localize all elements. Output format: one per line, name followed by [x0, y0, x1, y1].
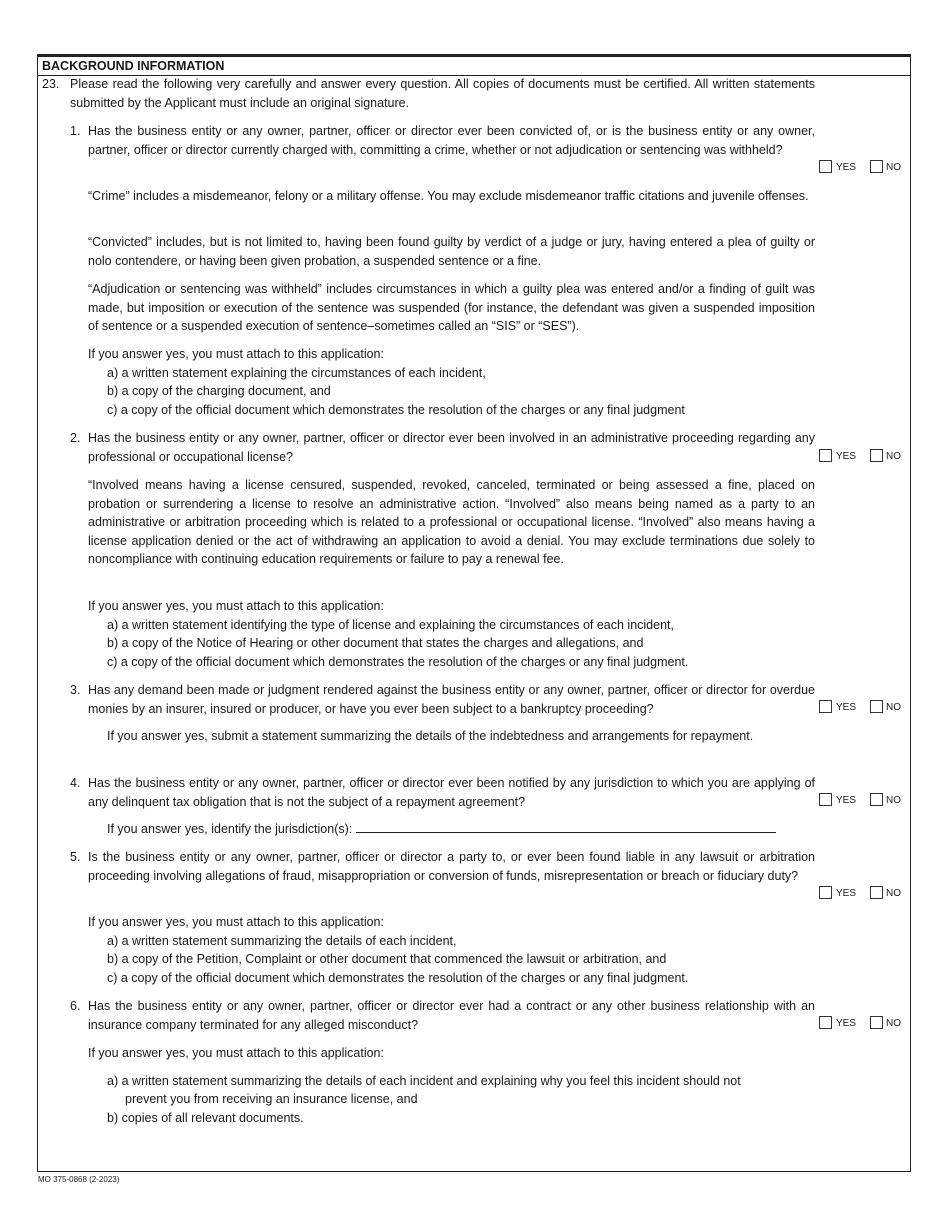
q4-jurisdiction-field[interactable] [356, 820, 776, 833]
q2-yes-checkbox[interactable] [819, 449, 832, 462]
q5-yes-label: YES [836, 888, 857, 899]
section-title: BACKGROUND INFORMATION [38, 57, 910, 76]
q5-text: Is the business entity or any owner, partner, officer or director a party to, or ever been found liable in any lawsuit or arbitration proceeding involving allegations of fraud, misappropriation or conversion of funds, misrepresentation or breach or fiduciary duty? [88, 850, 815, 883]
q1-attach-intro: If you answer yes, you must attach to this application: [88, 347, 384, 361]
q6-number: 6. [70, 999, 81, 1013]
q2-involved-definition: “Involved means having a license censured, suspended, revoked, canceled, terminated or being assessed a fine, placed on probation or surrendering a license to resolve an administrative action. “Involved” also means being named as a party to an administrative or arbitration proceeding which is related to a professional or occupational license. “Involved” also means having a license application denied or the act of withdrawing an application to avoid a denial. You may exclude terminations due solely to noncompliance with continuing education requirements or failure to pay a renewal fee. [88, 478, 815, 567]
q6-item-a-line2: prevent you from receiving an insurance license, and [125, 1092, 418, 1106]
q1-answer [819, 160, 950, 174]
q4-text: Has the business entity or any owner, partner, officer or director ever been notified by any jurisdiction to which you are applying of any delinquent tax obligation that is not the subject of a repayment agreement? [88, 776, 815, 809]
q2-answer [819, 449, 950, 463]
q5-item-a: a) a written statement summarizing the details of each incident, [107, 934, 457, 948]
q6-attach-intro: If you answer yes, you must attach to this application: [88, 1046, 384, 1060]
q1-convicted-definition: “Convicted” includes, but is not limited to, having been found guilty by verdict of a judge or jury, having entered a plea of guilty or nolo contendere, or having been given probation, a suspended sentence or a fine. [88, 235, 815, 268]
q5-item-c: c) a copy of the official document which demonstrates the resolution of the charges or any final judgment. [107, 971, 689, 985]
q4-note: If you answer yes, identify the jurisdiction(s): [107, 822, 353, 836]
q2-item-a: a) a written statement identifying the type of license and explaining the circumstances of each incident, [107, 618, 674, 632]
q4-jurisdiction-row [107, 820, 776, 839]
q2-text: Has the business entity or any owner, partner, officer or director ever been involved in an administrative proceeding regarding any professional or occupational license? [88, 431, 815, 464]
q3-note: If you answer yes, submit a statement summarizing the details of the indebtedness and arrangements for repayment. [107, 729, 754, 743]
q2-item-c: c) a copy of the official document which demonstrates the resolution of the charges or any final judgment. [107, 655, 689, 669]
q1-crime-definition: “Crime” includes a misdemeanor, felony or a military offense. You may exclude misdemeanor traffic citations and juvenile offenses. [88, 189, 809, 203]
q2-attach-intro: If you answer yes, you must attach to this application: [88, 599, 384, 613]
q1-no-label: NO [886, 162, 901, 173]
q6-item-b: b) copies of all relevant documents. [107, 1111, 304, 1125]
q3-number: 3. [70, 683, 81, 697]
q6-no-checkbox[interactable] [870, 1016, 883, 1029]
q2-no-checkbox[interactable] [870, 449, 883, 462]
q5-yes-checkbox[interactable] [819, 886, 832, 899]
q4-answer [819, 793, 950, 807]
q3-yes-label: YES [836, 702, 857, 713]
q1-item-b: b) a copy of the charging document, and [107, 384, 331, 398]
q3-no-checkbox[interactable] [870, 700, 883, 713]
q5-number: 5. [70, 850, 81, 864]
q2-yes-label: YES [836, 451, 857, 462]
q5-no-checkbox[interactable] [870, 886, 883, 899]
q1-text: Has the business entity or any owner, partner, officer or director ever been convicted of, or is the business entity or any owner, partner, officer or director currently charged with, committing a crime, whether or not adjudication or sentencing was withheld? [88, 124, 815, 157]
form-number: MO 375-0868 (2-2023) [38, 1175, 120, 1184]
q5-attach-intro: If you answer yes, you must attach to this application: [88, 915, 384, 929]
q23-number: 23. [42, 77, 60, 91]
q1-no-checkbox[interactable] [870, 160, 883, 173]
q6-no-label: NO [886, 1018, 901, 1029]
q1-yes-checkbox[interactable] [819, 160, 832, 173]
q1-number: 1. [70, 124, 81, 138]
q6-answer [819, 1016, 950, 1030]
q5-no-label: NO [886, 888, 901, 899]
q4-no-checkbox[interactable] [870, 793, 883, 806]
q4-yes-label: YES [836, 795, 857, 806]
q1-yes-label: YES [836, 162, 857, 173]
q1-item-a: a) a written statement explaining the circumstances of each incident, [107, 366, 486, 380]
q6-yes-label: YES [836, 1018, 857, 1029]
q1-adjudication-definition: “Adjudication or sentencing was withheld” includes circumstances in which a guilty plea was entered and/or a finding of guilt was made, but imposition or execution of the sentence was suspended (for instance, the defendant was given a suspended imposition of sentence or a suspended execution of sentence–sometimes called an “SIS” or “SES”). [88, 282, 815, 334]
q3-no-label: NO [886, 702, 901, 713]
q4-number: 4. [70, 776, 81, 790]
q3-answer [819, 700, 950, 714]
q1-item-c: c) a copy of the official document which demonstrates the resolution of the charges or any final judgment [107, 403, 685, 417]
q6-item-a-line1: a) a written statement summarizing the details of each incident and explaining why you feel this incident should not [107, 1074, 741, 1088]
q3-yes-checkbox[interactable] [819, 700, 832, 713]
q23-text: Please read the following very carefully and answer every question. All copies of documents must be certified. All written statements submitted by the Applicant must include an original signature. [70, 77, 815, 110]
q4-no-label: NO [886, 795, 901, 806]
q2-item-b: b) a copy of the Notice of Hearing or other document that states the charges and allegations, and [107, 636, 644, 650]
q5-answer [819, 886, 950, 900]
q5-item-b: b) a copy of the Petition, Complaint or other document that commenced the lawsuit or arbitration, and [107, 952, 667, 966]
q2-no-label: NO [886, 451, 901, 462]
q3-text: Has any demand been made or judgment rendered against the business entity or any owner, partner, officer or director for overdue monies by an insurer, insured or producer, or have you ever been subject to a bankruptcy proceeding? [88, 683, 815, 716]
q6-text: Has the business entity or any owner, partner, officer or director ever had a contract or any other business relationship with an insurance company terminated for any alleged misconduct? [88, 999, 815, 1032]
q6-yes-checkbox[interactable] [819, 1016, 832, 1029]
q4-yes-checkbox[interactable] [819, 793, 832, 806]
q2-number: 2. [70, 431, 81, 445]
